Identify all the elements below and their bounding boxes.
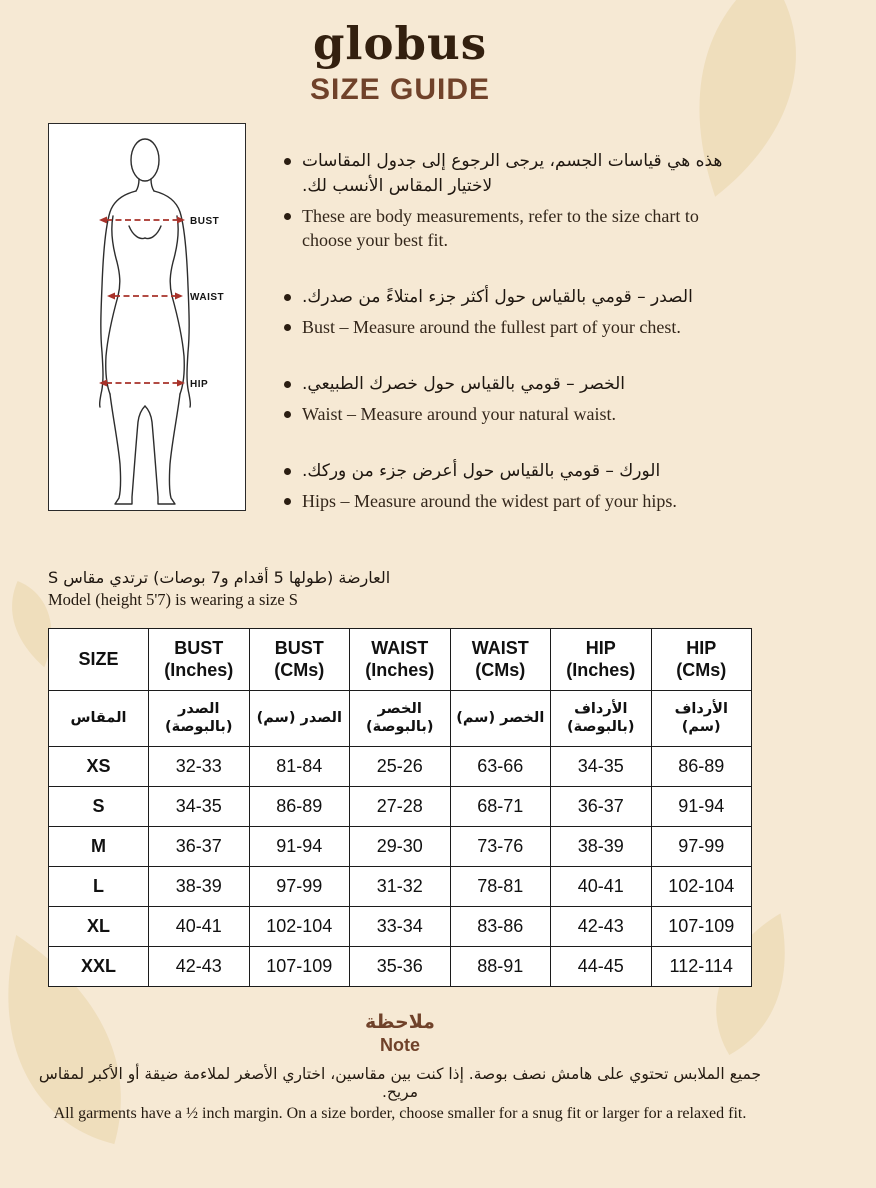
waist-measure-line (107, 292, 224, 303)
size-chart-body (49, 746, 752, 986)
value-cell: 32-33 (149, 746, 250, 786)
note-title-english: Note (380, 1034, 420, 1055)
value-cell: 97-99 (651, 826, 752, 866)
column-header-en: HIP (Inches) (551, 628, 652, 690)
value-cell: 68-71 (450, 786, 551, 826)
value-cell: 107-109 (249, 946, 350, 986)
size-cell: XL (49, 906, 149, 946)
page-title: SIZE GUIDE (309, 73, 491, 107)
size-cell: S (49, 786, 149, 826)
value-cell: 31-32 (350, 866, 451, 906)
instruction-group (284, 285, 752, 339)
bust-label: BUST (190, 216, 220, 228)
hip-measure-line (99, 379, 208, 390)
instruction-group (284, 149, 752, 252)
value-cell: 102-104 (651, 866, 752, 906)
body-measurement-diagram (48, 123, 246, 511)
value-cell: 63-66 (450, 746, 551, 786)
value-cell: 73-76 (450, 826, 551, 866)
instructions-list (284, 123, 752, 546)
bullet-icon (284, 411, 291, 418)
value-cell: 36-37 (551, 786, 652, 826)
instruction-line-en (284, 315, 752, 339)
instruction-group (284, 372, 752, 426)
instruction-line-ar (284, 372, 752, 397)
column-header-ar: الصدر (سم) (249, 690, 350, 746)
value-cell: 112-114 (651, 946, 752, 986)
table-row (49, 786, 752, 826)
value-cell: 36-37 (149, 826, 250, 866)
model-note (0, 568, 800, 610)
value-cell: 107-109 (651, 906, 752, 946)
note-body-arabic: جميع الملابس تحتوي على هامش نصف بوصة. إذا كنت بين مقاسين، اختاري الأصغر لملاءمة ضيقة أو الأكبر لمقاس مريح. (38, 1064, 762, 1101)
instruction-text-en: Bust – Measure around the fullest part of your chest. (302, 316, 681, 337)
value-cell: 78-81 (450, 866, 551, 906)
table-row (49, 746, 752, 786)
bullet-icon (284, 498, 291, 505)
column-header-ar: الصدر (بالبوصة) (149, 690, 250, 746)
value-cell: 40-41 (551, 866, 652, 906)
column-header-en: SIZE (49, 628, 149, 690)
note-body-english: All garments have a ½ inch margin. On a size border, choose smaller for a snug fit or larger for a relaxed fit. (53, 1104, 747, 1122)
value-cell: 86-89 (249, 786, 350, 826)
brand-logo: globus (312, 17, 488, 70)
hip-label: HIP (190, 379, 209, 391)
bullet-icon (284, 381, 291, 388)
bullet-icon (284, 213, 291, 220)
size-cell: M (49, 826, 149, 866)
value-cell: 38-39 (551, 826, 652, 866)
value-cell: 97-99 (249, 866, 350, 906)
bullet-icon (284, 158, 291, 165)
value-cell: 38-39 (149, 866, 250, 906)
size-chart-header (49, 628, 752, 746)
value-cell: 42-43 (149, 946, 250, 986)
note-title-arabic: ملاحظة (365, 1010, 435, 1033)
instruction-line-ar (284, 285, 752, 310)
value-cell: 83-86 (450, 906, 551, 946)
bullet-icon (284, 294, 291, 301)
column-header-en: BUST (Inches) (149, 628, 250, 690)
value-cell: 102-104 (249, 906, 350, 946)
column-header-en: WAIST (CMs) (450, 628, 551, 690)
bust-measure-line (99, 216, 219, 227)
instruction-text-en: These are body measurements, refer to the size chart to choose your best fit. (302, 205, 699, 250)
column-header-en: WAIST (Inches) (350, 628, 451, 690)
value-cell: 88-91 (450, 946, 551, 986)
model-note-english: Model (height 5'7) is wearing a size S (48, 589, 298, 609)
value-cell: 91-94 (651, 786, 752, 826)
size-cell: L (49, 866, 149, 906)
table-row (49, 866, 752, 906)
table-row (49, 946, 752, 986)
column-header-en: HIP (CMs) (651, 628, 752, 690)
column-header-ar: الخصر (سم) (450, 690, 551, 746)
size-chart-table (48, 628, 752, 987)
instruction-line-en (284, 204, 752, 253)
instruction-line-en (284, 402, 752, 426)
header (0, 0, 800, 107)
value-cell: 29-30 (350, 826, 451, 866)
value-cell: 33-34 (350, 906, 451, 946)
female-figure-outline (49, 124, 245, 510)
instruction-text-ar: الخصر – قومي بالقياس حول خصرك الطبيعي. (302, 374, 626, 395)
instruction-text-ar: الورك – قومي بالقياس حول أعرض جزء من وركك. (302, 461, 661, 481)
table-row (49, 826, 752, 866)
instruction-line-en (284, 489, 752, 513)
instruction-line-ar (284, 459, 752, 484)
value-cell: 40-41 (149, 906, 250, 946)
waist-label: WAIST (190, 292, 225, 304)
measurement-section (0, 107, 800, 546)
bullet-icon (284, 468, 291, 475)
column-header-ar: المقاس (49, 690, 149, 746)
instruction-text-en: Waist – Measure around your natural waist. (302, 403, 616, 424)
model-note-arabic: العارضة (طولها 5 أقدام و7 بوصات) ترتدي مقاس S (48, 567, 391, 587)
value-cell: 25-26 (350, 746, 451, 786)
table-row (49, 906, 752, 946)
value-cell: 44-45 (551, 946, 652, 986)
bullet-icon (284, 324, 291, 331)
instruction-group (284, 459, 752, 513)
size-cell: XXL (49, 946, 149, 986)
instruction-line-ar (284, 149, 752, 198)
size-cell: XS (49, 746, 149, 786)
column-header-ar: الأرداف (سم) (651, 690, 752, 746)
value-cell: 34-35 (551, 746, 652, 786)
value-cell: 34-35 (149, 786, 250, 826)
value-cell: 91-94 (249, 826, 350, 866)
note-section (0, 1011, 800, 1123)
value-cell: 81-84 (249, 746, 350, 786)
column-header-ar: الأرداف (بالبوصة) (551, 690, 652, 746)
column-header-en: BUST (CMs) (249, 628, 350, 690)
instruction-text-ar: هذه هي قياسات الجسم، يرجى الرجوع إلى جدول المقاسات لاختيار المقاس الأنسب لك. (302, 151, 723, 196)
figure-head (131, 139, 159, 181)
value-cell: 27-28 (350, 786, 451, 826)
value-cell: 35-36 (350, 946, 451, 986)
value-cell: 42-43 (551, 906, 652, 946)
value-cell: 86-89 (651, 746, 752, 786)
column-header-ar: الخصر (بالبوصة) (350, 690, 451, 746)
instruction-text-en: Hips – Measure around the widest part of your hips. (302, 490, 677, 511)
instruction-text-ar: الصدر – قومي بالقياس حول أكثر جزء امتلاءً من صدرك. (302, 287, 693, 308)
